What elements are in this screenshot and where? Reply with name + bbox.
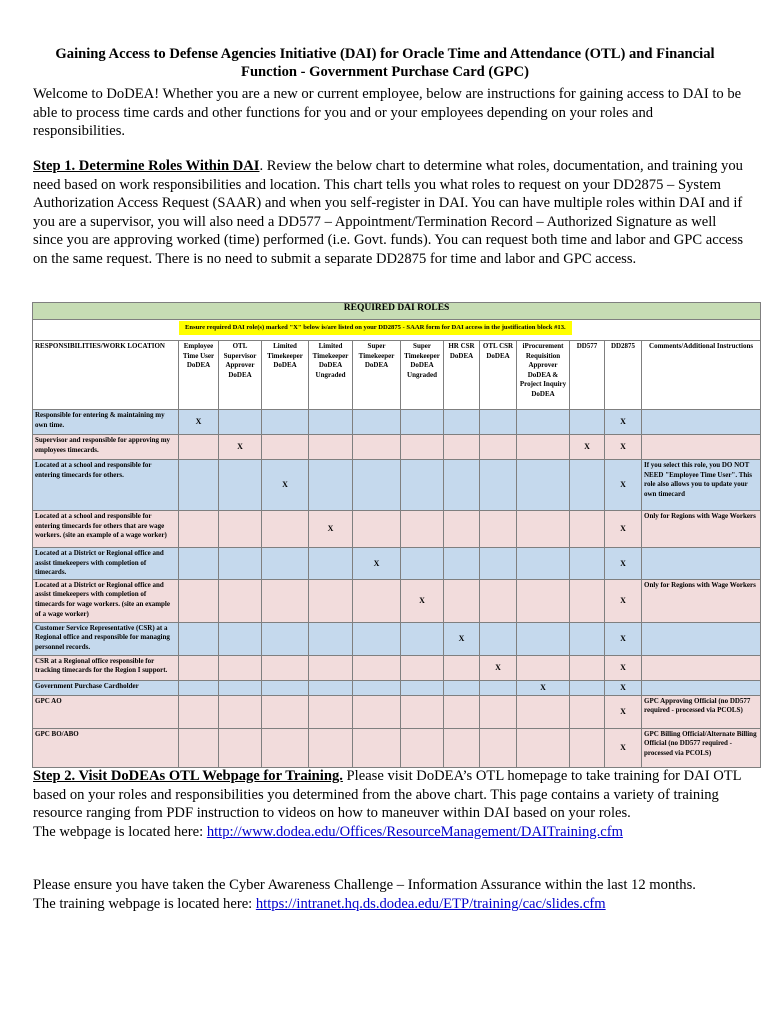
role-mark-cell xyxy=(179,728,219,767)
role-mark-cell xyxy=(570,548,605,580)
header-role-6: Super Timekeeper DoDEA Ungraded xyxy=(401,341,444,410)
header-role-4: Limited Timekeeper DoDEA Ungraded xyxy=(309,341,353,410)
responsibility-cell: GPC BO/ABO xyxy=(33,728,179,767)
role-mark-cell xyxy=(353,695,401,728)
role-mark-cell xyxy=(219,410,262,435)
role-mark-cell xyxy=(219,695,262,728)
table-row xyxy=(33,460,761,511)
role-mark-cell xyxy=(401,680,444,695)
comment-cell: GPC Billing Official/Alternate Billing Official (no DD577 required - processed via PCOLS) xyxy=(642,728,761,767)
role-mark-cell xyxy=(480,410,517,435)
responsibility-cell: Located at a school and responsible for entering timecards for others. xyxy=(33,460,179,511)
role-mark-cell xyxy=(262,728,309,767)
role-mark-cell xyxy=(444,435,480,460)
role-mark-cell xyxy=(517,622,570,655)
table-row xyxy=(33,695,761,728)
responsibility-cell: Supervisor and responsible for approving my employees timecards. xyxy=(33,435,179,460)
comment-cell xyxy=(642,410,761,435)
role-mark-cell xyxy=(570,511,605,548)
responsibility-cell: Located at a school and responsible for entering timecards for others that are wage workers. (site an example of a wage worker) xyxy=(33,511,179,548)
role-mark-cell xyxy=(570,579,605,622)
role-mark-cell: X xyxy=(517,680,570,695)
role-mark-cell xyxy=(179,511,219,548)
role-mark-cell xyxy=(444,680,480,695)
table-row xyxy=(33,410,761,435)
role-mark-cell xyxy=(219,622,262,655)
role-mark-cell xyxy=(401,511,444,548)
role-mark-cell xyxy=(401,695,444,728)
role-mark-cell xyxy=(480,435,517,460)
role-mark-cell xyxy=(309,728,353,767)
step2-heading: Step 2. Visit DoDEAs OTL Webpage for Training. xyxy=(33,768,343,784)
role-mark-cell xyxy=(309,435,353,460)
role-mark-cell xyxy=(309,622,353,655)
role-mark-cell xyxy=(480,680,517,695)
role-mark-cell xyxy=(179,435,219,460)
role-mark-cell xyxy=(353,511,401,548)
role-mark-cell xyxy=(401,410,444,435)
required-roles-table xyxy=(32,302,761,768)
role-mark-cell xyxy=(444,511,480,548)
role-mark-cell xyxy=(480,460,517,511)
role-mark-cell xyxy=(309,655,353,680)
role-mark-cell xyxy=(262,579,309,622)
step2-paragraph xyxy=(33,767,745,841)
header-role-2: OTL Supervisor Approver DoDEA xyxy=(219,341,262,410)
role-mark-cell xyxy=(309,410,353,435)
role-mark-cell xyxy=(219,655,262,680)
role-mark-cell xyxy=(401,548,444,580)
role-mark-cell xyxy=(219,728,262,767)
role-mark-cell xyxy=(480,622,517,655)
role-mark-cell xyxy=(353,435,401,460)
step1-heading: Step 1. Determine Roles Within DAI xyxy=(33,158,260,174)
role-mark-cell xyxy=(262,655,309,680)
role-mark-cell xyxy=(179,460,219,511)
role-mark-cell xyxy=(517,695,570,728)
step1-body: . Review the below chart to determine what roles, documentation, and training you need based on work responsibilities and location. This chart tells you what roles to request on your DD2875 – System Authorization Access Request (SAAR) and when you self-register in DAI. You can have multiple roles within DAI and if you are a supervisor, you will also need a DD577 – Appointment/Termination Record – Authorized Signature as well since you are approving worked (time) performed (i.e. Govt. funds). You can request both time and labor and GPC access on the same request. There is no need to submit a separate DD2875 for time and labor and GPC access. xyxy=(33,158,744,267)
comment-cell xyxy=(642,435,761,460)
table-row xyxy=(33,680,761,695)
header-role-1: Employee Time User DoDEA xyxy=(179,341,219,410)
role-mark-cell xyxy=(219,548,262,580)
role-mark-cell xyxy=(179,622,219,655)
comment-cell xyxy=(642,655,761,680)
table-row xyxy=(33,548,761,580)
role-mark-cell xyxy=(570,695,605,728)
role-mark-cell xyxy=(262,435,309,460)
role-mark-cell xyxy=(570,680,605,695)
role-mark-cell xyxy=(353,460,401,511)
header-role-12: Comments/Additional Instructions xyxy=(642,341,761,410)
role-mark-cell: X xyxy=(179,410,219,435)
role-mark-cell: X xyxy=(605,579,642,622)
role-mark-cell xyxy=(309,460,353,511)
role-mark-cell xyxy=(480,728,517,767)
role-mark-cell xyxy=(353,579,401,622)
responsibility-cell: Customer Service Representative (CSR) at a Regional office and responsible for managing personnel records. xyxy=(33,622,179,655)
role-mark-cell: X xyxy=(480,655,517,680)
role-mark-cell xyxy=(517,579,570,622)
role-mark-cell xyxy=(444,410,480,435)
header-role-11: DD2875 xyxy=(605,341,642,410)
role-mark-cell xyxy=(353,410,401,435)
header-role-8: OTL CSR DoDEA xyxy=(480,341,517,410)
responsibility-cell: CSR at a Regional office responsible for tracking timecards for the Region I support. xyxy=(33,655,179,680)
role-mark-cell: X xyxy=(605,548,642,580)
role-mark-cell: X xyxy=(605,410,642,435)
role-mark-cell xyxy=(262,622,309,655)
role-mark-cell xyxy=(309,695,353,728)
role-mark-cell xyxy=(401,728,444,767)
role-mark-cell xyxy=(179,655,219,680)
responsibility-cell: Responsible for entering & maintaining my own time. xyxy=(33,410,179,435)
role-mark-cell xyxy=(179,695,219,728)
role-mark-cell xyxy=(570,655,605,680)
role-mark-cell: X xyxy=(605,695,642,728)
role-mark-cell xyxy=(517,728,570,767)
step1-paragraph xyxy=(33,157,745,269)
header-responsibilities: RESPONSIBILITIES/WORK LOCATION xyxy=(33,341,179,410)
role-mark-cell: X xyxy=(605,435,642,460)
role-mark-cell: X xyxy=(309,511,353,548)
role-mark-cell xyxy=(401,460,444,511)
role-mark-cell: X xyxy=(570,435,605,460)
header-role-5: Super Timekeeper DoDEA xyxy=(353,341,401,410)
role-mark-cell xyxy=(179,579,219,622)
header-role-3: Limited Timekeeper DoDEA xyxy=(262,341,309,410)
role-mark-cell: X xyxy=(605,460,642,511)
role-mark-cell xyxy=(401,435,444,460)
cac-training-link[interactable]: https://intranet.hq.ds.dodea.edu/ETP/training/cac/slides.cfm xyxy=(255,895,606,912)
table-row xyxy=(33,435,761,460)
table-row xyxy=(33,579,761,622)
role-mark-cell: X xyxy=(219,435,262,460)
responsibility-cell: Located at a District or Regional office and assist timekeepers with completion of timecards for wage workers. (site an example of a wage worker) xyxy=(33,579,179,622)
comment-cell: GPC Approving Official (no DD577 required - processed via PCOLS) xyxy=(642,695,761,728)
role-mark-cell xyxy=(309,680,353,695)
role-mark-cell xyxy=(353,728,401,767)
role-mark-cell xyxy=(480,695,517,728)
role-mark-cell xyxy=(444,728,480,767)
role-mark-cell xyxy=(517,655,570,680)
table-row xyxy=(33,622,761,655)
header-role-10: DD577 xyxy=(570,341,605,410)
table-header-row xyxy=(33,341,761,410)
role-mark-cell xyxy=(401,622,444,655)
role-mark-cell xyxy=(570,460,605,511)
role-mark-cell: X xyxy=(605,511,642,548)
role-mark-cell: X xyxy=(605,728,642,767)
comment-cell xyxy=(642,548,761,580)
role-mark-cell xyxy=(444,460,480,511)
table-caption: REQUIRED DAI ROLES xyxy=(33,303,761,320)
role-mark-cell xyxy=(570,410,605,435)
role-mark-cell xyxy=(309,548,353,580)
role-mark-cell xyxy=(401,655,444,680)
role-mark-cell xyxy=(517,548,570,580)
header-role-7: HR CSR DoDEA xyxy=(444,341,480,410)
comment-cell: Only for Regions with Wage Workers xyxy=(642,579,761,622)
role-mark-cell xyxy=(353,655,401,680)
responsibility-cell: Government Purchase Cardholder xyxy=(33,680,179,695)
header-role-9: iProcurement Requisition Approver DoDEA & Project Inquiry DoDEA xyxy=(517,341,570,410)
role-mark-cell xyxy=(444,655,480,680)
role-mark-cell xyxy=(444,695,480,728)
role-mark-cell: X xyxy=(444,622,480,655)
role-mark-cell xyxy=(262,410,309,435)
role-mark-cell xyxy=(517,435,570,460)
role-mark-cell xyxy=(219,680,262,695)
comment-cell: Only for Regions with Wage Workers xyxy=(642,511,761,548)
role-mark-cell: X xyxy=(353,548,401,580)
role-mark-cell xyxy=(262,680,309,695)
table-row xyxy=(33,655,761,680)
role-mark-cell xyxy=(570,728,605,767)
responsibility-cell: GPC AO xyxy=(33,695,179,728)
comment-cell xyxy=(642,622,761,655)
role-mark-cell: X xyxy=(605,680,642,695)
role-mark-cell xyxy=(517,511,570,548)
role-mark-cell xyxy=(219,511,262,548)
role-mark-cell xyxy=(262,511,309,548)
comment-cell xyxy=(642,680,761,695)
table-row xyxy=(33,728,761,767)
role-mark-cell xyxy=(480,548,517,580)
role-mark-cell xyxy=(219,579,262,622)
role-mark-cell xyxy=(480,511,517,548)
role-mark-cell xyxy=(570,622,605,655)
role-mark-cell xyxy=(179,680,219,695)
role-mark-cell xyxy=(219,460,262,511)
role-mark-cell xyxy=(309,579,353,622)
role-mark-cell xyxy=(444,579,480,622)
table-notice: Ensure required DAI role(s) marked "X" below is/are listed on your DD2875 - SAAR form for DAI access in the justification block #13. xyxy=(179,321,572,335)
role-mark-cell xyxy=(179,548,219,580)
role-mark-cell xyxy=(353,622,401,655)
role-mark-cell xyxy=(353,680,401,695)
role-mark-cell: X xyxy=(262,460,309,511)
cyber-text: Please ensure you have taken the Cyber Awareness Challenge – Information Assurance within the last 12 months. xyxy=(33,877,696,893)
role-mark-cell xyxy=(480,579,517,622)
role-mark-cell: X xyxy=(401,579,444,622)
training-label: The training webpage is located here: xyxy=(33,895,256,912)
role-mark-cell xyxy=(262,548,309,580)
dai-training-link[interactable]: http://www.dodea.edu/Offices/ResourceManagement/DAITraining.cfm xyxy=(206,823,623,840)
role-mark-cell: X xyxy=(605,655,642,680)
document-title: Gaining Access to Defense Agencies Initiative (DAI) for Oracle Time and Attendance (OTL) and Financial Function - Government Purchase Card (GPC) xyxy=(55,46,715,80)
role-mark-cell: X xyxy=(605,622,642,655)
role-mark-cell xyxy=(517,410,570,435)
role-mark-cell xyxy=(517,460,570,511)
table-row xyxy=(33,511,761,548)
role-mark-cell xyxy=(262,695,309,728)
step2-body: Please visit DoDEA’s OTL homepage to take training for DAI OTL based on your roles and responsibilities you determined from the above chart. This page contains a variety of training resource ranging from PDF instruction to videos on how to maneuver within DAI based on your roles. xyxy=(33,768,742,822)
intro-paragraph: Welcome to DoDEA! Whether you are a new or current employee, below are instructions for gaining access to DAI to be able to process time cards and other functions for you and or your employees depending on your roles and responsibilities. xyxy=(33,86,742,140)
cyber-paragraph xyxy=(33,876,745,913)
comment-cell: If you select this role, you DO NOT NEED "Employee Time User". This role also allows you to update your own timecard xyxy=(642,460,761,511)
responsibility-cell: Located at a District or Regional office and assist timekeepers with completion of timecards. xyxy=(33,548,179,580)
webpage-label: The webpage is located here: xyxy=(33,823,207,840)
role-mark-cell xyxy=(444,548,480,580)
